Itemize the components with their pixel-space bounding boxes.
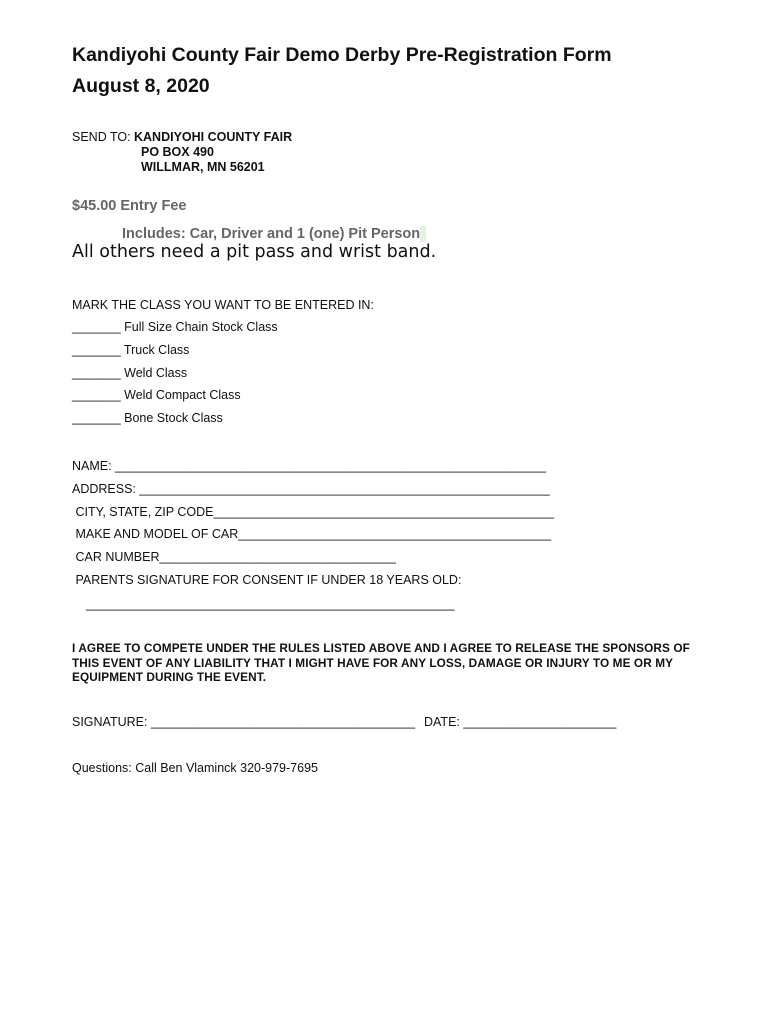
- address-field[interactable]: ADDRESS: ___________________________________________________________: [72, 482, 550, 496]
- entry-fee: $45.00 Entry Fee: [72, 198, 187, 214]
- parents-signature-label: PARENTS SIGNATURE FOR CONSENT IF UNDER 18 YEARS OLD:: [72, 573, 462, 587]
- event-date: August 8, 2020: [72, 75, 210, 97]
- pit-pass-note: All others need a pit pass and wrist band.: [72, 242, 437, 262]
- class-heading: MARK THE CLASS YOU WANT TO BE ENTERED IN:: [72, 298, 374, 312]
- questions-contact: Questions: Call Ben Vlaminck 320-979-7695: [72, 761, 318, 775]
- send-to-label: SEND TO:: [72, 130, 131, 144]
- fee-includes: Includes: Car, Driver and 1 (one) Pit Person: [122, 226, 426, 242]
- send-to-line-3: WILLMAR, MN 56201: [141, 160, 265, 174]
- parents-signature-line[interactable]: _____________________________________________________: [86, 597, 455, 611]
- class-option[interactable]: _______ Truck Class: [72, 343, 190, 357]
- make-model-field[interactable]: MAKE AND MODEL OF CAR_____________________________________________: [72, 527, 552, 541]
- signature-field[interactable]: SIGNATURE: ______________________________________: [72, 715, 416, 729]
- page-title: Kandiyohi County Fair Demo Derby Pre-Registration Form: [72, 44, 612, 66]
- date-field[interactable]: DATE: ______________________: [424, 715, 617, 729]
- send-to-line-1: KANDIYOHI COUNTY FAIR: [134, 130, 293, 144]
- send-to-line-2: PO BOX 490: [141, 145, 214, 159]
- car-number-field[interactable]: CAR NUMBER__________________________________: [72, 550, 396, 564]
- class-option[interactable]: _______ Full Size Chain Stock Class: [72, 320, 278, 334]
- class-option[interactable]: _______ Weld Class: [72, 366, 188, 380]
- class-option[interactable]: _______ Weld Compact Class: [72, 388, 241, 402]
- city-state-zip-field[interactable]: CITY, STATE, ZIP CODE_________________________________________________: [72, 505, 555, 519]
- class-option[interactable]: _______ Bone Stock Class: [72, 411, 223, 425]
- liability-agreement: I AGREE TO COMPETE UNDER THE RULES LISTED ABOVE AND I AGREE TO RELEASE THE SPONSORS OF THIS EVENT OF ANY LIABILITY THAT I MIGHT HAVE FOR ANY LOSS, DAMAGE OR INJURY TO ME OR MY EQUIPMENT DURING THE EVENT.: [72, 641, 690, 685]
- name-field[interactable]: NAME: ______________________________________________________________: [72, 459, 547, 473]
